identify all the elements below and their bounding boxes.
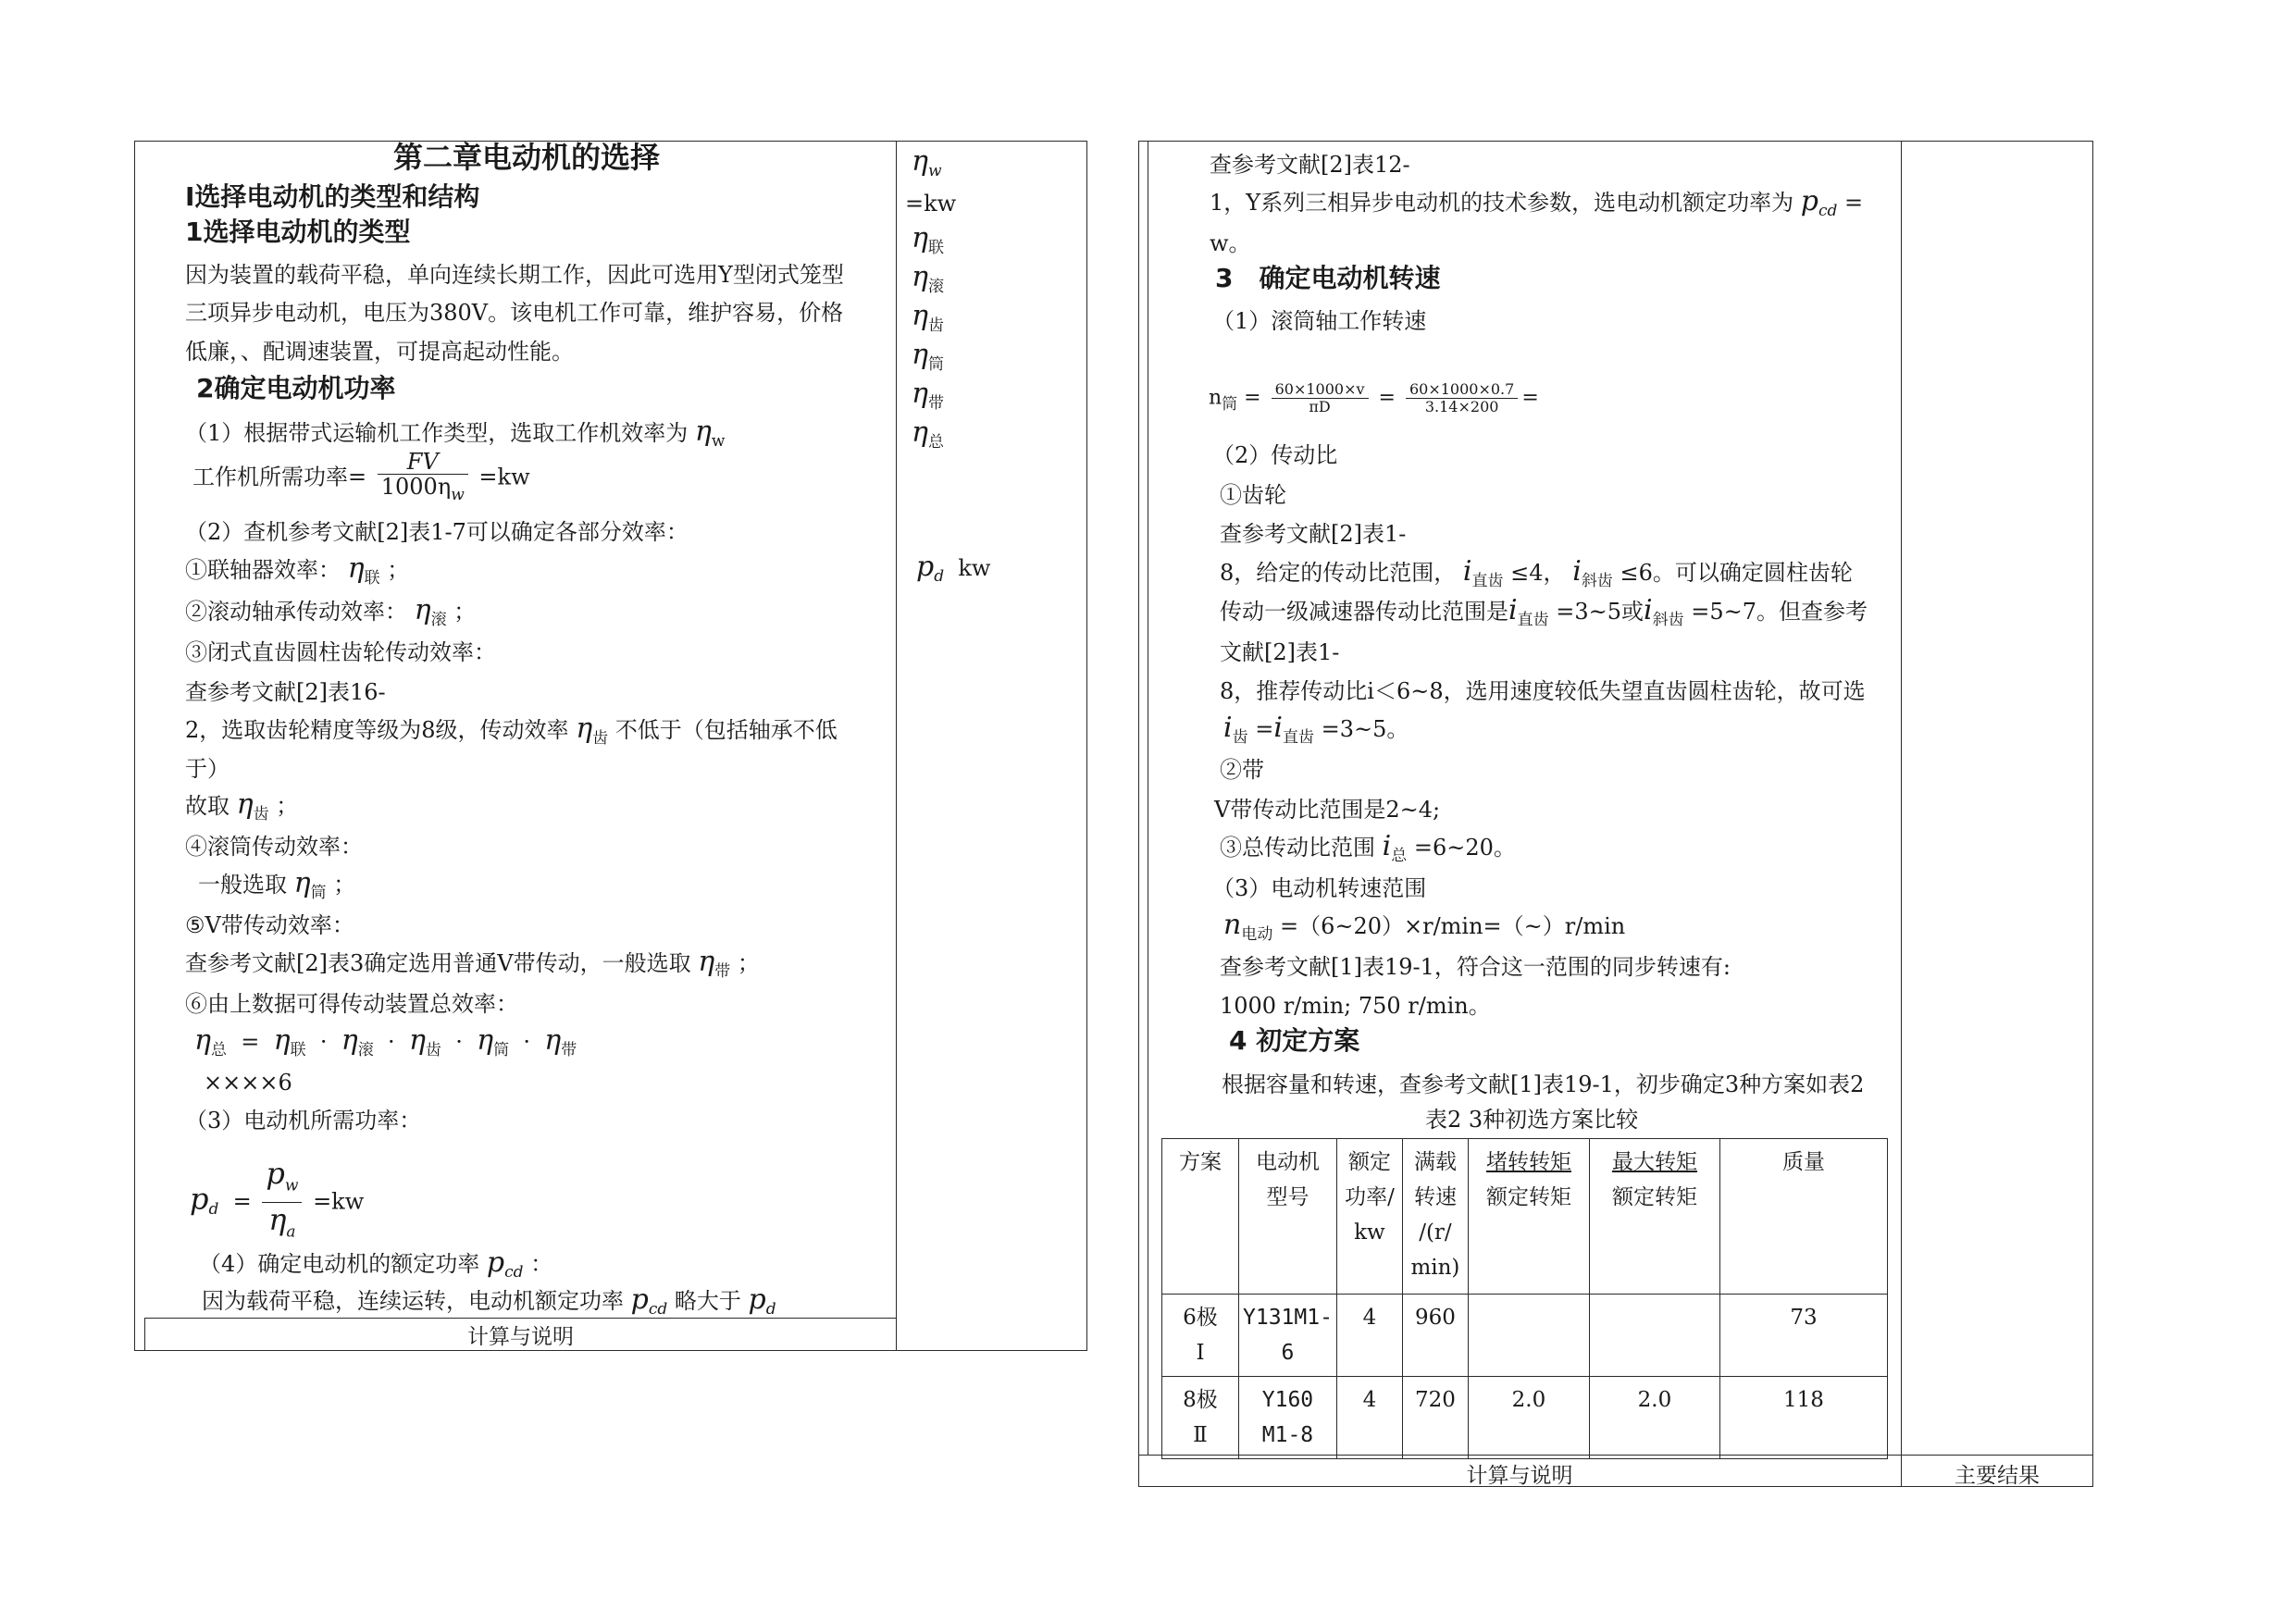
section-heading-speed: 3 确定电动机转速 — [1215, 263, 1441, 293]
text-line: ②滚动轴承传动效率： $\eta_滚$ ； — [185, 594, 477, 629]
fraction: $\frac{60\times 1000\times v}{\pi D}$ — [1272, 381, 1369, 415]
header-cell: 方案 — [1162, 1139, 1239, 1295]
side-eta-chi: $\eta_齿$ — [912, 300, 944, 335]
p-symbol: p — [1800, 185, 1818, 217]
cell: 720 — [1402, 1377, 1468, 1459]
text-line: 于） — [185, 756, 230, 782]
subsection-heading-power: 2确定电动机功率 — [196, 373, 396, 403]
text-line: 1000 r/min; 750 r/min。 — [1220, 993, 1491, 1019]
header-cell: 电动机 型号 — [1239, 1139, 1337, 1295]
text-line: 文献[2]表1- — [1220, 639, 1340, 665]
fraction — [378, 450, 468, 507]
text: 工作机所需功率= — [192, 464, 367, 490]
fraction: $\frac{p_w}{\eta_a}$ — [262, 1157, 302, 1249]
right-side-footer-label: 主要结果 — [1955, 1464, 2040, 1488]
cell: 4 — [1336, 1295, 1402, 1377]
text-line: （3）电动机所需功率： — [185, 1108, 422, 1134]
text-line: ⑤V带传动效率： — [185, 912, 354, 938]
p-symbol: p — [486, 1246, 505, 1279]
text: （1）根据带式运输机工作类型，选取工作机效率为 — [185, 420, 689, 446]
eta-symbol: η — [347, 552, 365, 585]
cell: 4 — [1336, 1377, 1402, 1459]
header-cell: 最大转矩 额定转矩 — [1589, 1139, 1719, 1295]
chapter-title: 第二章电动机的选择 — [393, 140, 661, 175]
cell: 960 — [1402, 1295, 1468, 1377]
text-line: 查参考文献[2]表1- — [1220, 521, 1407, 547]
text-line: （2）传动比 — [1212, 442, 1338, 468]
para-line: 低廉，、配调速装置，可提高起动性能。 — [185, 339, 574, 365]
text-line: 8，给定的传动比范围， $i_{直齿} \le 4$， $i_{斜齿} \le 6$。可以确定圆柱齿轮 — [1220, 555, 1853, 590]
text-line: 根据容量和转速，查参考文献[1]表19-1，初步确定3种方案如表2 — [1222, 1072, 1865, 1097]
cell: 118 — [1719, 1377, 1887, 1459]
p-symbol: p — [630, 1283, 649, 1316]
table-row — [1162, 1377, 1888, 1459]
side-pd-kw: $p_d$ kw — [916, 551, 991, 586]
left-page-divider — [896, 141, 897, 1351]
text-line: w。 — [1210, 230, 1251, 256]
fraction: $\frac{60\times 1000\times 0.7}{3.14\times 200}$ — [1406, 381, 1518, 415]
formula-required-power: $p_d$ = $\frac{p_w}{\eta_a}$ =kw — [190, 1157, 364, 1249]
side-kw: =kw — [905, 191, 957, 217]
eta-symbol: η — [698, 946, 715, 978]
text-line: ××××6 — [204, 1070, 292, 1096]
table-caption: 表2 3种初选方案比较 — [1425, 1107, 1639, 1133]
formula-work-power — [192, 450, 530, 507]
cell: 6极 Ⅰ — [1162, 1295, 1239, 1377]
header-cell: 额定 功率/ kw — [1336, 1139, 1402, 1295]
text-line: 8，推荐传动比i＜6~8，选用速度较低失望直齿圆柱齿轮，故可选 — [1220, 678, 1866, 704]
para-line: 因为装置的载荷平稳，单向连续长期工作，因此可选用Y型闭式笼型 — [185, 262, 844, 288]
cell: 2.0 — [1468, 1377, 1589, 1459]
side-eta-zong: $\eta_总$ — [912, 416, 944, 452]
text-line: 查参考文献[2]表3确定选用普通V带传动，一般选取 $\eta_带$ ； — [185, 946, 760, 981]
side-eta-gun: $\eta_滚$ — [912, 261, 944, 296]
cell: 73 — [1719, 1295, 1887, 1377]
text-line: 1，Y系列三相异步电动机的技术参数，选电动机额定功率为 $p_{cd}$ = — [1210, 185, 1864, 220]
eta-symbol: η — [236, 788, 254, 821]
table-header-row — [1162, 1139, 1888, 1295]
text-line: ④滚筒传动效率： — [185, 834, 363, 860]
cell: Y131M1- 6 — [1239, 1295, 1337, 1377]
header-cell: 质量 — [1719, 1139, 1887, 1295]
text-line: ①联轴器效率： $\eta_联$ ； — [185, 552, 410, 588]
cell: Y160 M1-8 — [1239, 1377, 1337, 1459]
cell: 8极 Ⅱ — [1162, 1377, 1239, 1459]
header-cell: 满载 转速 /(r/ min) — [1402, 1139, 1468, 1295]
text-line: ③总传动比范围 $i_总$ =6~20。 — [1220, 830, 1516, 865]
text-line: ②带 — [1220, 757, 1264, 783]
numerator: FV — [378, 450, 468, 475]
section-heading-plan: 4 初定方案 — [1229, 1025, 1360, 1056]
eta-symbol: η — [293, 867, 311, 899]
text-line: 故取 $\eta_齿$ ； — [185, 788, 299, 824]
text-line: ⑥由上数据可得传动装置总效率： — [185, 991, 518, 1017]
para-line: 三项异步电动机，电压为380V。该电机工作可靠，维护容易，价格 — [185, 300, 844, 326]
side-eta-dai: $\eta_带$ — [912, 378, 944, 413]
text-line: （4）确定电动机的额定功率 $p_{cd}$ ： — [199, 1246, 553, 1282]
subscript: w — [711, 431, 726, 451]
text-line: ①齿轮 — [1220, 482, 1286, 508]
cell: 2.0 — [1589, 1377, 1719, 1459]
formula-total-efficiency: $\eta_总 = \eta_联 \cdot \eta_滚 \cdot \eta_齿 \cdot \eta_筒 \cdot \eta_带$ — [194, 1024, 577, 1059]
cell — [1468, 1295, 1589, 1377]
text-line: 2，选取齿轮精度等级为8级，传动效率 $\eta_齿$ 不低于（包括轴承不低 — [185, 712, 838, 748]
text-line: （3）电动机转速范围 — [1212, 875, 1427, 901]
p-symbol: p — [748, 1283, 766, 1316]
text-line: V带传动比范围是2~4; — [1214, 797, 1441, 823]
side-eta-tong: $\eta_筒$ — [912, 339, 944, 374]
text-line: ③闭式直齿圆柱齿轮传动效率： — [185, 639, 496, 665]
text-line: （2）查机参考文献[2]表1-7可以确定各部分效率： — [185, 519, 689, 545]
text-line: 传动一级减速器传动比范围是$i_{直齿}$ =3~5或$i_{斜齿}$ =5~7。但查参考 — [1220, 594, 1868, 629]
text-line: 查参考文献[2]表12- — [1210, 152, 1410, 178]
right-footer-label: 计算与说明 — [1466, 1464, 1573, 1488]
text-line: 查参考文献[1]表19-1，符合这一范围的同步转速有: — [1220, 954, 1731, 980]
cell — [1589, 1295, 1719, 1377]
text-line: 一般选取 $\eta_筒$ ； — [198, 867, 356, 902]
denominator: $1000\eta_w$ — [380, 474, 465, 504]
subsection-heading-type: 1选择电动机的类型 — [185, 217, 411, 247]
table-row — [1162, 1295, 1888, 1377]
eta-symbol: η — [694, 415, 712, 448]
side-eta-lian: $\eta_联$ — [912, 222, 944, 257]
eta-symbol: η — [576, 712, 593, 745]
text-line: 查参考文献[2]表16- — [185, 679, 386, 705]
text-line: （1）滚筒轴工作转速 — [1212, 308, 1427, 334]
text-line: 因为载荷平稳，连续运转，电动机额定功率 $p_{cd}$ 略大于 $p_d$ — [202, 1283, 776, 1319]
formula-drum-speed: $n_筒$ = $\frac{60\times 1000\times v}{\pi D}$ = $\frac{60\times 1000\times 0.7}{3.14\times 200}$ = — [1209, 380, 1539, 415]
text: =kw — [478, 464, 530, 490]
eta-symbol: η — [414, 594, 431, 626]
side-eta-w: $\eta_w$ — [912, 145, 942, 180]
text-line: $n_{电动}$ =（6~20）×r/min=（~）r/min — [1223, 909, 1626, 944]
section-heading: I选择电动机的类型和结构 — [185, 181, 480, 212]
header-cell: 堵转转矩 额定转矩 — [1468, 1139, 1589, 1295]
left-footer-label: 计算与说明 — [467, 1325, 574, 1349]
scheme-comparison-table — [1161, 1138, 1888, 1459]
text-line: $i_齿 =i_{直齿}$ =3~5。 — [1223, 712, 1409, 747]
right-page-divider — [1901, 141, 1902, 1487]
